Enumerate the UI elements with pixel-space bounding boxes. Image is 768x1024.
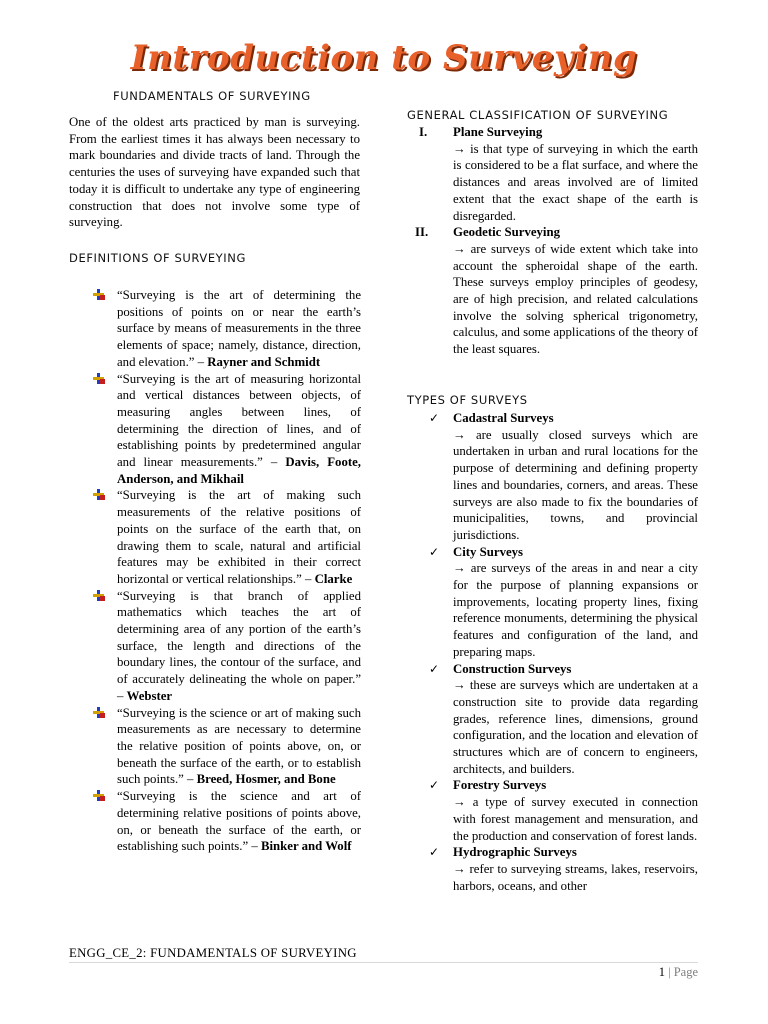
- survey-type-label: Construction Surveys: [453, 661, 572, 676]
- intro-paragraph: One of the oldest arts practiced by man is surveying. From the earliest times it has always been necessary to mark boundaries and divide tracts of land. Through the centuries the uses of surveying have expanded such that today it is difficult to undertake any type of engineering construction that does not involve some type of surveying.: [69, 115, 360, 230]
- survey-type-item: [429, 661, 698, 778]
- page-number-value: 1: [658, 965, 665, 979]
- colored-cross-bullet-icon: [93, 373, 107, 385]
- section-heading-classification: GENERAL CLASSIFICATION OF SURVEYING: [407, 108, 669, 122]
- page-number-label: | Page: [668, 965, 698, 979]
- definition-author: Davis, Foote, Anderson, and Mikhail: [117, 455, 361, 486]
- classification-item: [415, 224, 698, 358]
- definition-item: [117, 705, 361, 789]
- survey-type-label: Cadastral Surveys: [453, 411, 554, 425]
- definition-author: Clarke: [314, 571, 353, 586]
- definition-author: Webster: [126, 688, 173, 703]
- definition-text: “Surveying is the art of measuring horizontal and vertical distances between objects, of measuring angles between lines, of determining the direction of lines, and of establishing points by predetermined angular and linear measurements.” –: [117, 371, 361, 470]
- colored-cross-bullet-icon: [93, 289, 107, 301]
- survey-type-item: [429, 844, 698, 894]
- survey-type-item: [429, 777, 698, 844]
- document-title: Introduction to Surveying: [130, 38, 638, 78]
- right-arrow-icon: →: [453, 141, 466, 156]
- survey-type-item: [429, 410, 698, 544]
- section-heading-types: TYPES OF SURVEYS: [407, 393, 528, 407]
- footer-divider: [69, 962, 698, 963]
- right-arrow-icon: →: [453, 795, 466, 810]
- definitions-list: [117, 287, 361, 855]
- roman-numeral: II.: [415, 225, 429, 240]
- classification-description: are surveys of wide extent which take into account the spheroidal shape of the earth. These surveys employ principles of geodesy, are of high precision, and related calculations involve the solving spherical trigonometry, calculus, and some applications of the theory of the least squares.: [453, 241, 698, 357]
- classification-item: [419, 124, 698, 224]
- survey-type-label: Hydrographic Surveys: [453, 845, 577, 860]
- definition-text: “Surveying is the science or art of making such measurements as are necessary to determine the relative position of points above, on, or beneath the surface of the earth, or to establish such points.” –: [117, 705, 361, 787]
- definition-item: [117, 287, 361, 371]
- definition-text: “Surveying is that branch of applied mathematics which teaches the art of determining area of any portion of the earth’s surface, the length and directions of the boundary lines, the contour of the surface, and of accurately delineating the whole on paper.” –: [117, 588, 361, 703]
- section-heading-definitions: DEFINITIONS OF SURVEYING: [69, 251, 247, 265]
- right-arrow-icon: →: [453, 427, 466, 442]
- definition-text: “Surveying is the art of determining the positions of points on or near the earth’s surface by means of measurements in the three elements of space; namely, distance, direction, and elevation.” –: [117, 288, 361, 369]
- roman-numeral: I.: [419, 125, 428, 139]
- checkmark-icon: ✓: [429, 411, 440, 425]
- checkmark-icon: ✓: [429, 778, 440, 793]
- types-list: [429, 410, 699, 894]
- colored-cross-bullet-icon: [93, 707, 107, 719]
- survey-type-label: Forestry Surveys: [453, 778, 547, 793]
- colored-cross-bullet-icon: [93, 590, 107, 602]
- right-arrow-icon: →: [453, 561, 466, 576]
- definition-author: Rayner and Schmidt: [207, 354, 321, 369]
- survey-type-description: are usually closed surveys which are undertaken in urban and rural locations for the purpose of determining and defining property lines and boundaries, corners, and areas. These surveys are also made to fix the boundaries of municipalities, towns, and provincial jurisdictions.: [453, 427, 698, 542]
- survey-type-description: these are surveys which are undertaken at a construction site to provide data regarding grades, reference lines, dimensions, ground configuration, and the location and elevation of structures which are of concern to engineers, architects, and builders.: [453, 678, 698, 776]
- checkmark-icon: ✓: [429, 661, 440, 676]
- right-arrow-icon: →: [453, 241, 466, 256]
- survey-type-description: refer to surveying streams, lakes, reservoirs, harbors, oceans, and other: [453, 861, 698, 893]
- classification-label: Geodetic Surveying: [453, 225, 560, 240]
- definition-author: Breed, Hosmer, and Bone: [196, 772, 336, 787]
- classification-list: [415, 124, 698, 358]
- footer-course-label: ENGG_CE_2: FUNDAMENTALS OF SURVEYING: [69, 946, 357, 960]
- survey-type-description: a type of survey executed in connection with forest management and mensuration, and the production and conservation of forest lands.: [453, 795, 698, 843]
- definition-text: “Surveying is the science and art of determining relative positions of points above, on, or beneath the surface of the earth, or establishing such points.” –: [117, 789, 361, 854]
- classification-label: Plane Surveying: [453, 125, 543, 139]
- section-heading-fundamentals: FUNDAMENTALS OF SURVEYING: [113, 89, 311, 103]
- checkmark-icon: ✓: [429, 544, 440, 559]
- classification-description: is that type of surveying in which the earth is considered to be a flat surface, and where the distances and areas involved are of limited extent that the exact shape of the earth is disregarded.: [453, 141, 698, 223]
- colored-cross-bullet-icon: [93, 790, 107, 802]
- definition-item: [117, 371, 361, 488]
- right-arrow-icon: →: [453, 678, 466, 693]
- definition-item: [117, 487, 361, 587]
- definition-item: [117, 588, 361, 705]
- definition-item: [117, 788, 361, 855]
- colored-cross-bullet-icon: [93, 489, 107, 501]
- checkmark-icon: ✓: [429, 845, 440, 860]
- right-arrow-icon: →: [453, 861, 466, 876]
- survey-type-item: [429, 544, 699, 661]
- survey-type-description: are surveys of the areas in and near a city for the purpose of planning expansions or improvements, locating property lines, fixing reference monuments, determining the physical features and configuration of the land, and preparing maps.: [453, 561, 699, 659]
- definition-author: Binker and Wolf: [260, 839, 352, 854]
- page-number: [659, 965, 698, 980]
- definition-text: “Surveying is the art of making such measurements of the relative positions of points on the surface of the earth that, on drawing them to scale, natural and artificial features may be exhibited in their correct horizontal or vertical relationships.” –: [117, 488, 361, 586]
- survey-type-label: City Surveys: [453, 544, 524, 559]
